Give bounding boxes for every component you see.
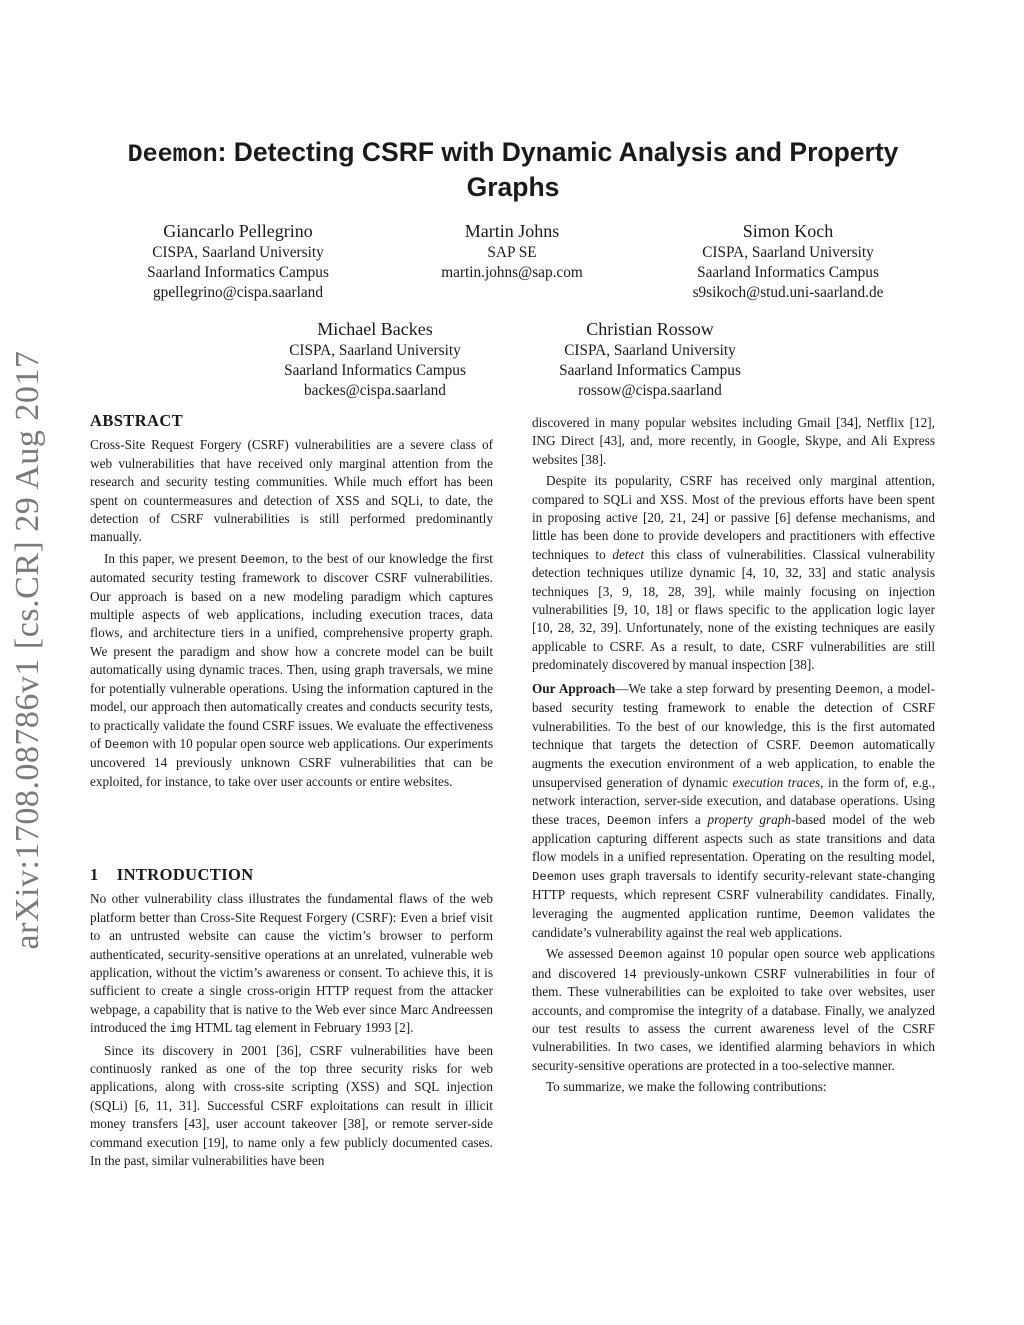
- author-block: [530, 318, 770, 401]
- arxiv-identifier: arXiv:1708.08786v1 [cs.CR] 29 Aug 2017: [9, 350, 46, 950]
- intro-paragraph: Since its discovery in 2001 [36], CSRF vulnerabilities have been continuosly ranked as one of the top three security risks for web applications, along with cross-site scripting (XSS) and SQL injection (SQLi) [6, 11, 31]. Successful CSRF exploitations can result in illicit money transfers [43], user account takeover [38], or remote server-side command execution [19], to name only a few publicly documented cases. In the past, similar vulnerabilities have been: [90, 1042, 493, 1169]
- author-affiliation: SAP SE: [487, 244, 537, 261]
- title-text: : Detecting CSRF with Dynamic Analysis and Property Graphs: [217, 137, 899, 202]
- author-block: [402, 220, 622, 283]
- author-email: martin.johns@sap.com: [441, 264, 583, 281]
- emphasis: detect: [612, 546, 645, 562]
- author-affiliation: CISPA, Saarland University: [564, 342, 736, 359]
- title-system-name: Deemon: [127, 140, 218, 169]
- author-email: s9sikoch@stud.uni-saarland.de: [692, 284, 884, 301]
- author-affiliation: CISPA, Saarland University: [702, 244, 874, 261]
- introduction-section: [90, 866, 493, 1171]
- system-name: Deemon: [104, 737, 149, 752]
- our-approach-paragraph: Our Approach—We take a step forward by presenting Deemon, a model-based security testing framework to enable the detection of CSRF vulnerabilities. To the best of our knowledge, this is the first automated technique that targets the detection of CSRF. Deemon automatically augments the execution environment of a web application, to enable the unsupervised generation of dynamic execution traces, in the form of, e.g., network interaction, server-side execution, and database operations. Using these traces, Deemon infers a property graph-based model of the web application capturing different aspects such as state transitions and data flow models in a unified representation. Operating on the resulting model, Deemon uses graph traversals to identify security-relevant state-changing HTTP requests, which represent CSRF vulnerability candidates. Finally, leveraging the augmented application runtime, Deemon validates the candidate’s vulnerability against the real web applications.: [532, 680, 936, 940]
- intro-paragraph: No other vulnerability class illustrates the fundamental flaws of the web platform better than Cross-Site Request Forgery (CSRF): Even a brief visit to an untrusted website can cause the victim’s browser to perform authenticated, security-sensitive operations at an unrelated, vulnerable web application, without the victim’s awareness or consent. To achieve this, it is sufficient to create a single cross-origin HTTP request from the attacker webpage, a capability that is native to the Web ever since Marc Andreessen introduced the img HTML tag element in February 1993 [2].: [90, 891, 493, 1037]
- author-affiliation: CISPA, Saarland University: [289, 342, 461, 359]
- author-block: [662, 220, 914, 303]
- paper-title: [100, 136, 926, 204]
- author-affiliation: Saarland Informatics Campus: [697, 264, 879, 281]
- author-email: backes@cispa.saarland: [304, 382, 446, 399]
- author-affiliation: Saarland Informatics Campus: [284, 362, 466, 379]
- author-name: Simon Koch: [742, 221, 834, 241]
- run-in-heading: Our Approach: [532, 680, 616, 696]
- body-paragraph: Despite its popularity, CSRF has received only marginal attention, compared to SQLi and XSS. Most of the previous efforts have been spent in proposing active [20, 21, 24] or passive [6] defense mechanisms, and little has been done to provide developers and practitioners with effective techniques to detect this class of vulnerabilities. Classical vulnerability detection techniques utilize dynamic [4, 10, 32, 33] and static analysis techniques [3, 9, 18, 28, 39], while mainly focusing on injection vulnerabilities [9, 10, 18] or flaws specific to the application logic layer [10, 28, 32, 39]. Unfortunately, none of the existing techniques are easily applicable to CSRF. As a result, to date, CSRF vulnerabilities are still predominately discovered by manual inspection [38].: [532, 473, 936, 673]
- section-heading: 1 INTRODUCTION: [90, 865, 254, 884]
- author-name: Michael Backes: [317, 319, 433, 339]
- abstract-paragraph: Cross-Site Request Forgery (CSRF) vulnerabilities are a severe class of web vulnerabilities that have received only marginal attention from the research and security testing communities. While much effort has been spent on countermeasures and detection of XSS and SQLi, to date, the detection of CSRF vulnerabilities is still performed predominantly manually.: [90, 437, 493, 545]
- body-paragraph: discovered in many popular websites including Gmail [34], Netflix [12], ING Direct [43], and, more recently, in Google, Skype, and Ali Express websites [38].: [532, 415, 935, 467]
- author-name: Giancarlo Pellegrino: [163, 221, 313, 241]
- author-email: gpellegrino@cispa.saarland: [153, 284, 323, 301]
- abstract-heading: ABSTRACT: [90, 411, 184, 430]
- author-name: Christian Rossow: [586, 319, 714, 339]
- author-affiliation: CISPA, Saarland University: [152, 244, 324, 261]
- author-name: Martin Johns: [464, 221, 560, 241]
- author-email: rossow@cispa.saarland: [578, 382, 722, 399]
- author-block: [255, 318, 495, 401]
- system-name: Deemon: [618, 948, 663, 963]
- author-block: [118, 220, 358, 303]
- code-term: img: [169, 1022, 192, 1037]
- right-column: [532, 414, 935, 1097]
- body-paragraph: We assessed Deemon against 10 popular open source web applications and discovered 14 previously-unkown CSRF vulnerabilities in four of them. These vulnerabilities can be exploited to take over websites, user accounts, and compromise the integrity of a database. Finally, we analyzed our test results to assess the current awareness level of the CSRF vulnerabilities. In two cases, we identified alarming behaviors in which security-sensitive operations are protected in a too-selective manner.: [532, 946, 935, 1073]
- system-name: Deemon: [240, 552, 285, 567]
- author-affiliation: Saarland Informatics Campus: [559, 362, 741, 379]
- left-column: [90, 412, 493, 791]
- body-paragraph: To summarize, we make the following contributions:: [546, 1079, 827, 1095]
- author-affiliation: Saarland Informatics Campus: [147, 264, 329, 281]
- abstract-paragraph: In this paper, we present Deemon, to the best of our knowledge the first automated security testing framework to discover CSRF vulnerabilities. Our approach is based on a new modeling paradigm which captures multiple aspects of web applications, including execution traces, data flows, and architecture tiers in a unified, comprehensive property graph. We present the paradigm and show how a concrete model can be built automatically using dynamic traces. Then, using graph traversals, we mine for potentially vulnerable operations. Using the information captured in the model, our approach then automatically creates and conducts security tests, to practically validate the found CSRF issues. We evaluate the effectiveness of Deemon with 10 popular open source web applications. Our experiments uncovered 14 previously unknown CSRF vulnerabilities that can be exploited, for instance, to take over user accounts or entire websites.: [90, 550, 493, 789]
